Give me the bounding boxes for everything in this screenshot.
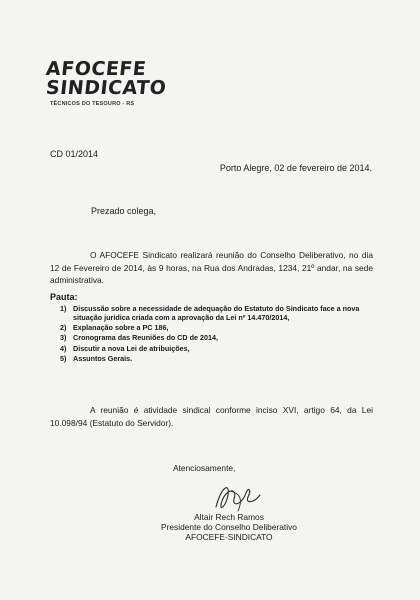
agenda-list [60,305,360,365]
agenda-item-text: Cronograma das Reuniões do CD de 2014, [73,333,218,343]
agenda-item-text: Discussão sobre a necessidade de adequação do Estatuto do Sindicato face a nova situação jurídica criada com a aprovação da Lei nº 14.470/2014, [73,304,360,322]
logo-brand-line1: AFOCEFE [44,58,148,80]
agenda-item-text: Explanação sobre a PC 186, [73,323,169,333]
agenda-item [60,305,360,323]
agenda-item [60,355,360,364]
signer-name: Altair Rech Ramos [194,512,264,522]
agenda-title: Pauta: [50,292,78,302]
agenda-item-text: Discutir a nova Lei de atribuições, [73,343,190,353]
logo-brand-line2: SINDICATO [44,77,168,99]
legal-basis-paragraph: A reunião é atividade sindical conforme inciso XVI, artigo 64, da Lei 10.098/94 (Estatuto do Servidor). [50,405,373,428]
greeting: Prezado colega, [91,206,157,216]
signer-role: Presidente do Conselho Deliberativo [161,522,297,532]
date-line: Porto Alegre, 02 de fevereiro de 2014. [219,163,372,173]
document-number: CD 01/2014 [50,149,99,159]
agenda-item [60,345,360,354]
letterhead-logo [44,58,168,107]
agenda-item-number: 2) [60,323,67,333]
agenda-item-number: 5) [60,353,67,363]
agenda-item [60,334,360,343]
signer-organization: AFOCEFE-SINDICATO [185,532,273,542]
meeting-paragraph: O AFOCEFE Sindicato realizará reunião do Conselho Deliberativo, no dia 12 de Fevereiro de 2014, às 9 horas, na Rua dos Andradas, 1234, 21º andar, na sede administrativa. [50,250,373,285]
agenda-item [60,324,360,333]
logo-tagline: TÉCNICOS DO TESOURO - RS [50,101,135,107]
agenda-item-text: Assuntos Gerais. [73,353,133,363]
closing: Atenciosamente, [173,463,236,473]
handwritten-signature [208,477,268,517]
agenda-item-number: 1) [60,304,67,313]
agenda-item-number: 4) [60,343,67,353]
agenda-item-number: 3) [60,333,67,343]
